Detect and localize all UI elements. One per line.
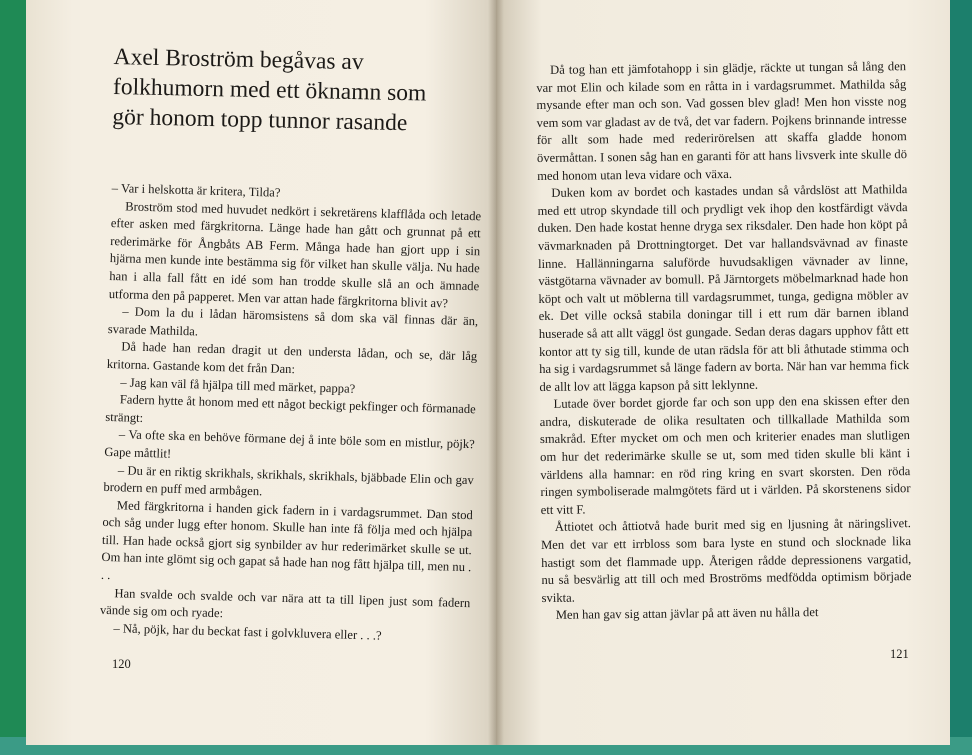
paragraph: Duken kom av bordet och kastades undan så vårdslöst att Mathilda med ett utrop skyndade till och prydligt vek ihop den kostfärdigt vävda duken. Den hade kostat henne dryga sex riksdaler. Den hade hon köpt på vävmarknaden på Drottningtorget. Det var hallandsvävnad av finaste linne. Hallänningarna saluförde huvudsakligen vävnader av linne, västgötarna vävnader av bomull. På Järntorgets möbelmarknad hade hon köpt och valt ut möblerna till vardagsrummet, tunga, gedigna möbler av ek. Det ville också stabila doningar till i ett rum där barnen ibland huserade så att allt väggl öst gungade. Sedan deras dagars upphov fått ett kontor att ty sig till, kunde de utan rädsla för att bli åthutade stimma och ha sig i vardagsrummet så länge fadern av borta. När han var hemma fick de allt lov att lägga kapson på sitt leklynne.	[537, 182, 910, 394]
right-page	[496, 0, 950, 745]
paragraph: – Du är en riktig skrikhals, skrikhals, skrikhals, bjäbbade Elin och gav brodern en puff med armbågen.	[103, 462, 474, 499]
paragraph: Han svalde och svalde och var nära att ta till lipen just som fadern vände sig om och ryade:	[99, 585, 471, 621]
paragraph: Med färgkritorna i handen gick fadern in i vardagsrummet. Dan stod och såg under lugg efter honom. Skulle han inte få följa med och hjälpa till. Han hade också gjort sig synbilder av hur rederimärket skulle se ut. Om han inte glömt sig och gapat så hade han nog fått hjälpa till, men nu . . .	[100, 497, 473, 583]
page-number-right: 121	[890, 647, 909, 661]
paragraph: – Jag kan väl få hjälpa till med märket, pappa?	[120, 374, 356, 396]
paragraph: – Var i helskotta är kritera, Tilda?	[111, 180, 281, 200]
paragraph: Då tog han ett jämfotahopp i sin glädje, räckte ut tungan så lång den var mot Elin och kilade som en råtta in i vardagsrummet. Mathilda såg mysande efter man och son. Vad gossen blev glad! Men hon visste nog vem som var gladast av de två, det var fadern. Pojkens brinnande intresse för allt som hade med rederirörelsen att skaffa gladde honom övermåttan. I sonen såg han en garanti för att hans livsverk inte skulle dö med honom utan leva vidare och växa.	[536, 59, 908, 183]
left-page-text	[99, 180, 482, 648]
paragraph: Fadern hytte åt honom med ett något beckigt pekfinger och förmanade strängt:	[105, 392, 476, 425]
paragraph: Då hade han redan dragit ut den understa lådan, och se, där låg kritorna. Gastande kom det från Dan:	[106, 339, 478, 377]
book-gutter	[488, 0, 504, 745]
paragraph: Broström stod med huvudet nedkört i sekretärens klafflåda och letade efter asken med färgkritorna. Länge hade han gått och grunnat på ett rederimärke för Ångbåts AB Ferm. Många hade han gjort upp i sin hjärna men kunde inte bestämma sig för vilket han skulle välja. Nu hade han i alla fall fått en idé som han trodde skulle slå an och ämnade utforma den på papperet. Men var attan hade färgkritorna blivit av?	[108, 198, 482, 310]
paragraph: – Nå, pöjk, har du beckat fast i golvkluvera eller . . .?	[113, 621, 382, 643]
right-page-text	[536, 58, 912, 625]
paragraph: Lutade över bordet gjorde far och son upp den ena skissen efter den andra, diskuterade de olika resultaten och tillkallade Mathilda som smakråd. Efter mycket om och men och kriterier enades man slutligen om hur det rederimärke skulle se ut, som med tiden skulle bli känt i världens alla hamnar: en röd ring kring en svart skorsten. Den röda ringen symboliserade malmgötets färd ut i världen. På skorstenens sidor ett vitt F.	[539, 393, 911, 517]
paragraph: Men han gav sig attan jävlar på att även nu hålla det	[555, 605, 819, 623]
paragraph: – Va ofte ska en behöve förmane dej å inte böle som en mistlur, pöjk? Gape måttlit!	[104, 427, 475, 461]
chapter-title: Axel Broström begåvas av folkhumorn med ett öknamn som gör honom topp tunnor rasande	[112, 43, 427, 137]
page-number-left: 120	[112, 657, 131, 671]
paragraph: Åttiotet och åttiotvå hade burit med sig en ljusning åt näringslivet. Men det var ett irrbloss som bara lyste en stund och slocknade lika hastigt som det flammade upp. Återigen rådde depressionens vargatid, nu så besvärlig att till och med Broströms medfödda optimism började svikta.	[540, 516, 912, 605]
paragraph: – Dom la du i lådan häromsistens så dom ska väl finnas där än, svarade Mathilda.	[107, 304, 479, 339]
open-book	[26, 0, 950, 745]
left-page	[26, 0, 496, 745]
